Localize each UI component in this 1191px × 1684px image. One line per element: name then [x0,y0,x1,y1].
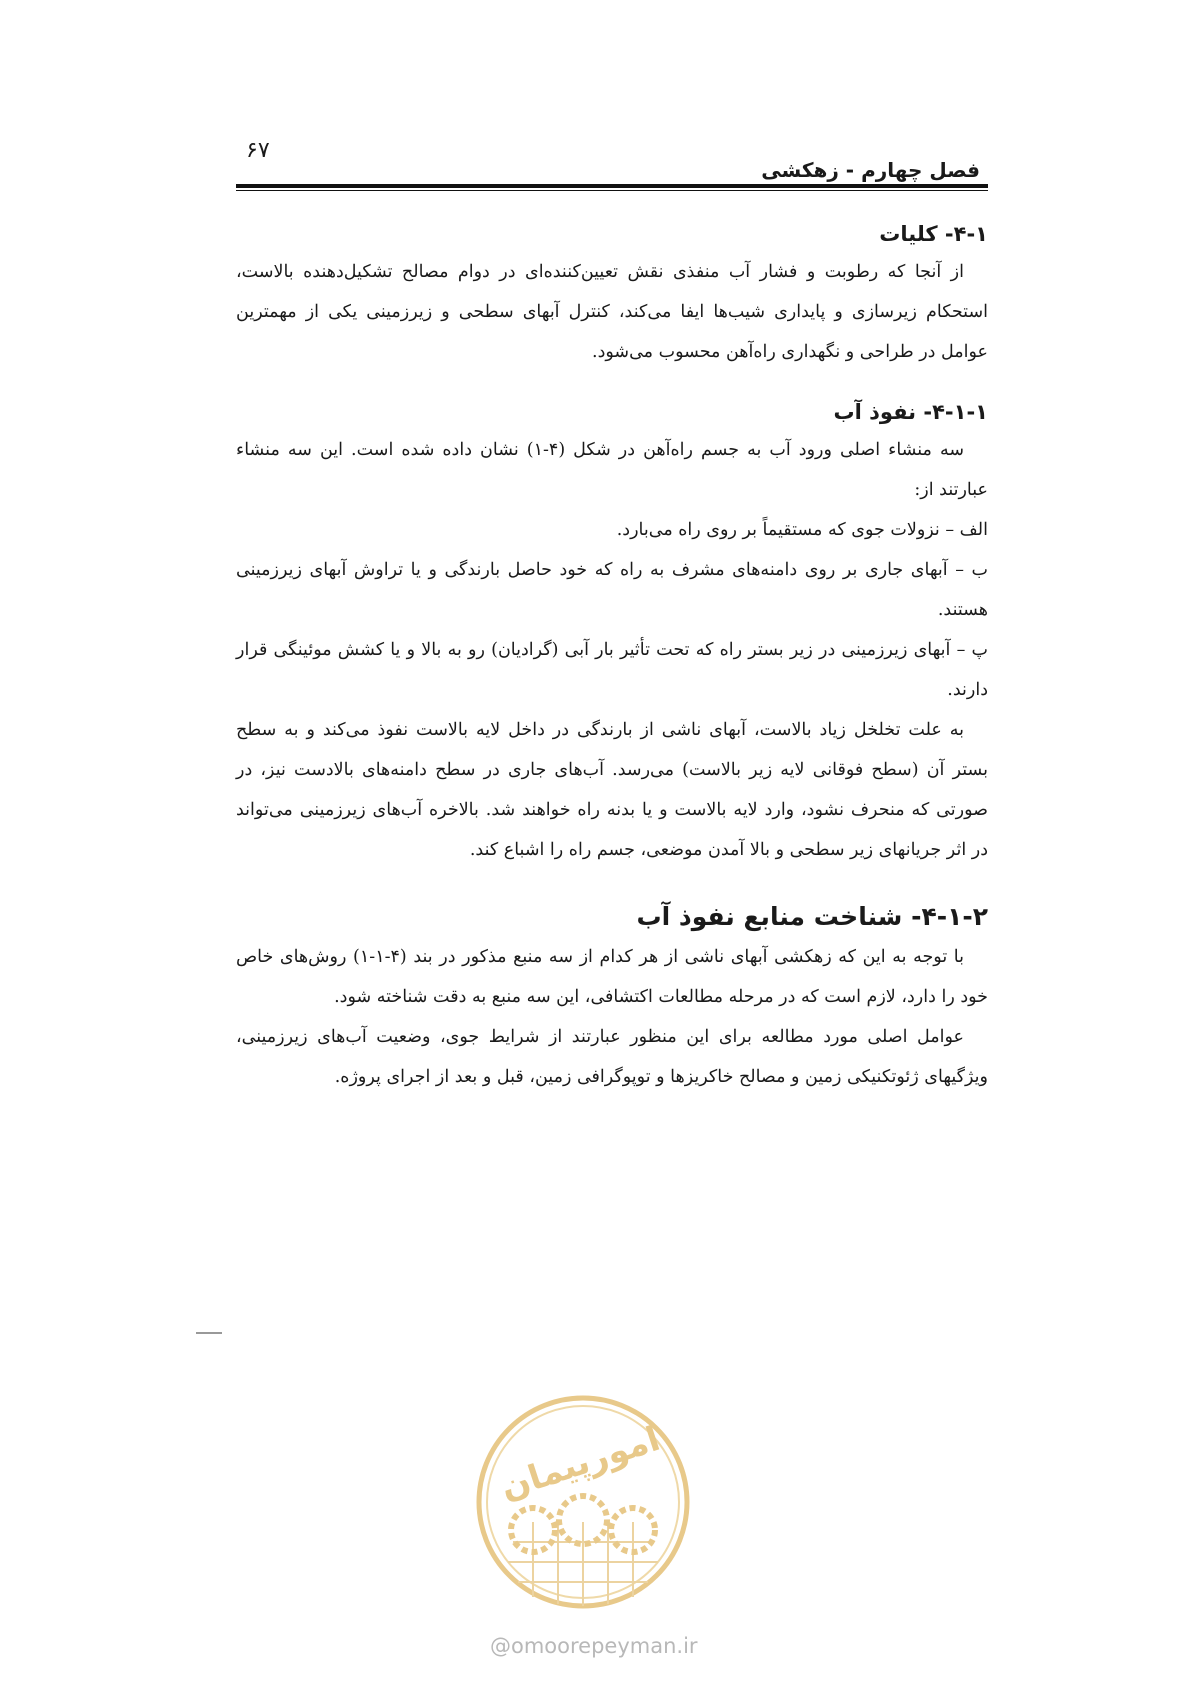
page-header [236,132,988,192]
paragraph-general: از آنجا که رطوبت و فشار آب منفذی نقش تعیین‌کننده‌ای در دوام مصالح تشکیل‌دهنده بالاست، استحکام زیرسازی و پایداری شیب‌ها ایفا می‌کند، کنترل آبهای سطحی و زیرزمینی یکی از مهمترین عوامل در طراحی و نگهداری راه‌آهن محسوب می‌شود. [236,262,988,362]
section-heading-water-infiltration: ۴-۱-۱- نفوذ آب [833,400,988,424]
list-item-p: پ – آبهای زیرزمینی در زیر بستر راه که تحت تأثیر بار آبی (گرادیان) رو به بالا و یا کشش موئینگی قرار دارند. [236,640,988,700]
paragraph-infiltration-intro: سه منشاء اصلی ورود آب به جسم راه‌آهن در شکل (۴-۱) نشان داده شده است. این سه منشاء عبارتند از: [236,440,988,500]
watermark-site: @omoorepeyman.ir [490,1634,698,1658]
spacer [236,870,988,902]
page-number: ۶۷ [246,138,270,163]
spacer [236,372,988,400]
section-heading-water-sources: ۴-۱-۲- شناخت منابع نفوذ آب [636,902,988,931]
chapter-title: فصل چهارم - زهکشی [761,158,980,182]
watermark-logo-text: امورپیمان [495,1418,665,1508]
section-heading-general: ۴-۱- کلیات [879,222,988,246]
header-rule-thick [236,184,988,188]
list-item-b: ب – آبهای جاری بر روی دامنه‌های مشرف به راه که خود حاصل بارندگی و یا تراوش آبهای زیرزمینی هستند. [236,560,988,620]
paragraph-sources-1: با توجه به این که زهکشی آبهای ناشی از هر کدام از سه منبع مذکور در بند (۴-۱-۱) روش‌های خاص خود را دارد، لازم است که در مرحله مطالعات اکتشافی، این سه منبع به دقت شناخته شود. [236,947,988,1007]
paragraph-sources-2: عوامل اصلی مورد مطالعه برای این منظور عبارتند از شرایط جوی، وضعیت آب‌های زیرزمینی، ویژگیهای ژئوتکنیکی زمین و مصالح خاکریزها و توپوگرافی زمین، قبل و بعد از اجرای پروژه. [236,1027,988,1087]
margin-mark [196,1332,222,1334]
header-rule-thin [236,190,988,191]
page-body [236,222,988,1097]
paragraph-infiltration: به علت تخلخل زیاد بالاست، آبهای ناشی از بارندگی در داخل لایه بالاست نفوذ می‌کند و به سطح بستر آن (سطح فوقانی لایه زیر بالاست) می‌رسد. آب‌های جاری در سطح دامنه‌های بالادست نیز، در صورتی که منحرف نشود، وارد لایه بالاست و یا بدنه راه خواهند شد. بالاخره آب‌های زیرزمینی می‌تواند در اثر جریانهای زیر سطحی و بالا آمدن موضعی، جسم راه را اشباع کند. [236,720,988,860]
list-item-a: الف – نزولات جوی که مستقیماً بر روی راه می‌بارد. [616,520,988,540]
watermark-logo [473,1392,693,1612]
